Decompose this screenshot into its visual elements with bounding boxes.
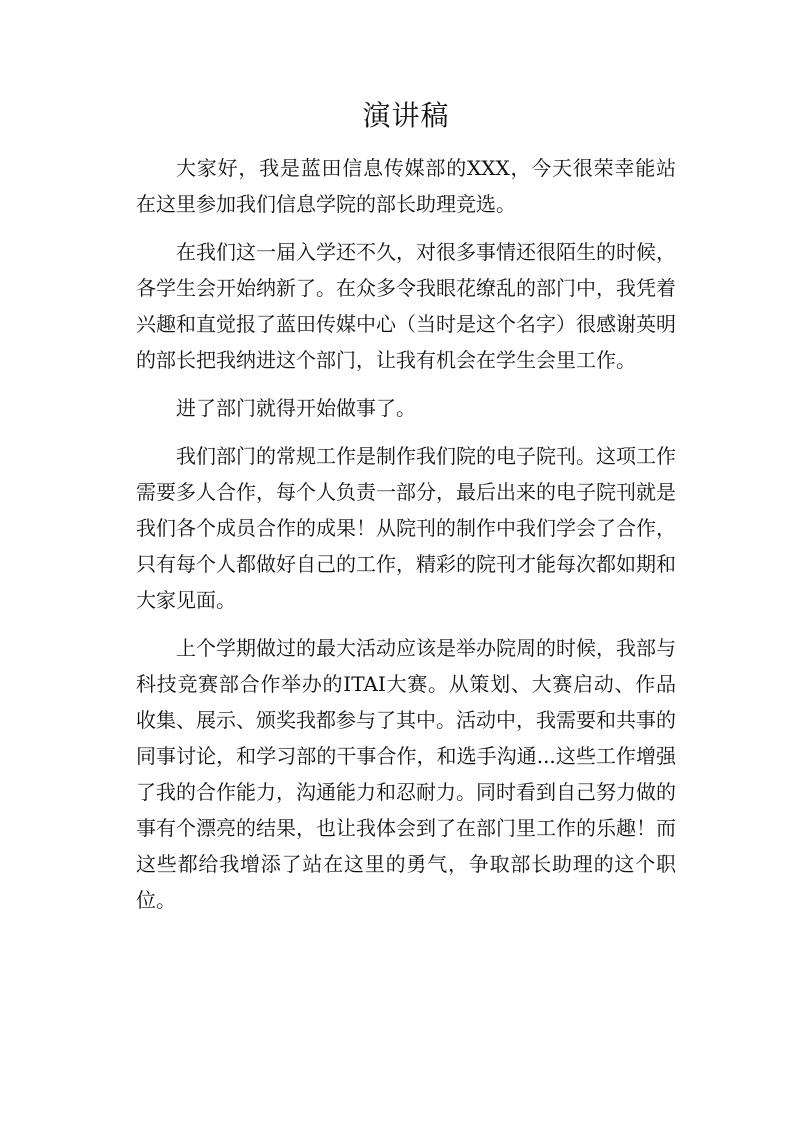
document-title: 演讲稿 <box>362 99 450 132</box>
paragraph-start-work: 进了部门就得开始做事了。 <box>176 396 416 420</box>
paragraph-joining: 在我们这一届入学还不久，对很多事情还很陌生的时候，各学生会开始纳新了。在众多令我眼花缭乱的部门中，我凭着兴趣和直觉报了蓝田传媒中心（当时是这个名字）很感谢英明的部长把我纳进这个部门，让我有机会在学生会里工作。 <box>136 240 676 372</box>
paragraph-greeting: 大家好，我是蓝田信息传媒部的XXX，今天很荣幸能站在这里参加我们信息学院的部长助理竞选。 <box>136 156 676 216</box>
paragraph-magazine: 我们部门的常规工作是制作我们院的电子院刊。这项工作需要多人合作，每个人负责一部分，最后出来的电子院刊就是我们各个成员合作的成果！从院刊的制作中我们学会了合作，只有每个人都做好自己的工作，精彩的院刊才能每次都如期和大家见面。 <box>136 444 676 612</box>
paragraph-itai-event: 上个学期做过的最大活动应该是举办院周的时候，我部与科技竞赛部合作举办的ITAI大赛。从策划、大赛启动、作品收集、展示、颁奖我都参与了其中。活动中，我需要和共事的同事讨论，和学习部的干事合作，和选手沟通...这些工作增强了我的合作能力，沟通能力和忍耐力。同时看到自己努力做的事有个漂亮的结果，也让我体会到了在部门里工作的乐趣！而这些都给我增添了站在这里的勇气，争取部长助理的这个职位。 <box>136 636 676 912</box>
